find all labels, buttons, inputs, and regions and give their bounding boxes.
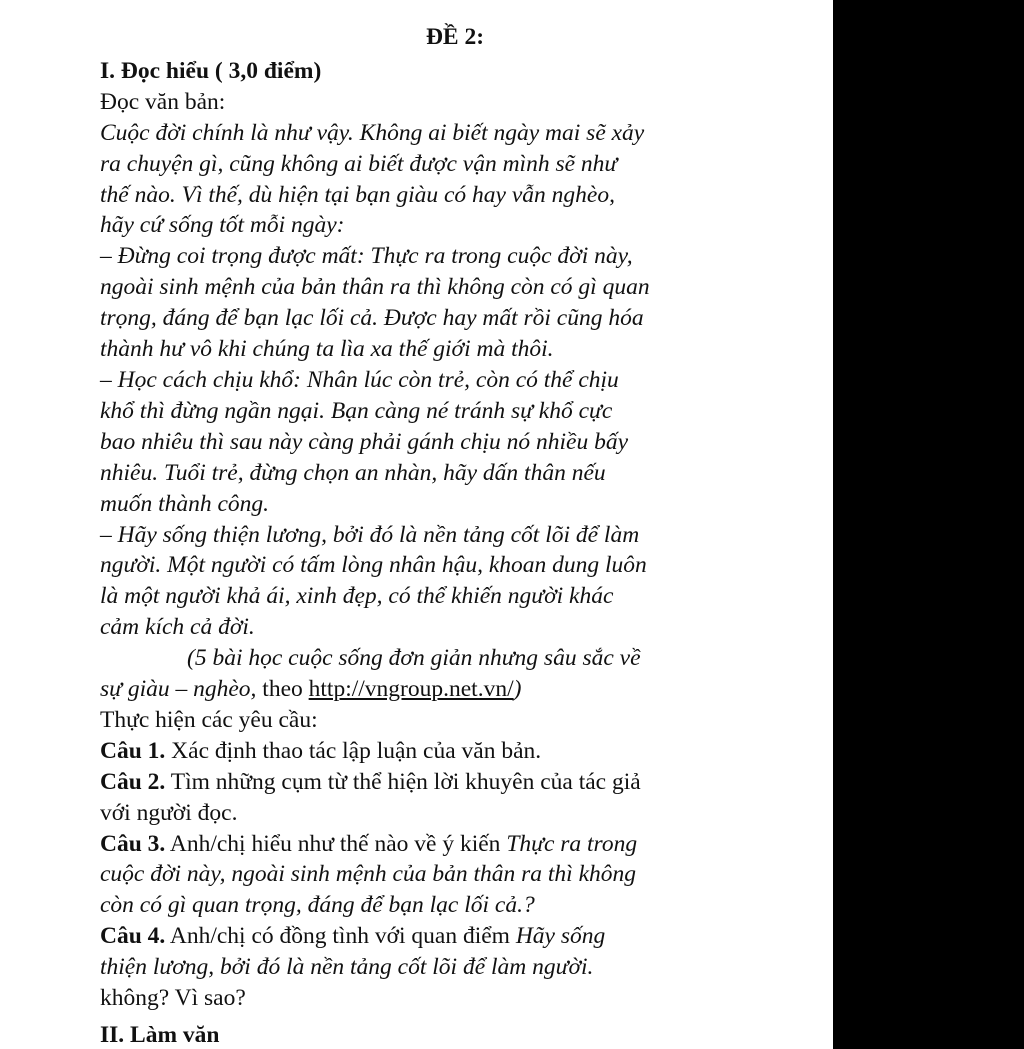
- passage-line: nhiêu. Tuổi trẻ, đừng chọn an nhàn, hãy dấn thân nếu: [100, 459, 606, 486]
- passage-line: Cuộc đời chính là như vậy. Không ai biết ngày mai sẽ xảy: [100, 119, 645, 146]
- question-quote: còn có gì quan trọng, đáng để bạn lạc lối cả.?: [100, 892, 535, 919]
- black-side-panel: [833, 0, 1024, 1049]
- source-theo: theo: [256, 676, 309, 703]
- source-title-end: sự giàu – nghèo,: [100, 676, 257, 703]
- question-text: Anh/chị hiểu như thế nào về ý kiến: [165, 830, 507, 857]
- passage-line: khổ thì đừng ngần ngại. Bạn càng né tránh sự khổ cực: [100, 397, 613, 424]
- passage-line: – Hãy sống thiện lương, bởi đó là nền tảng cốt lõi để làm: [100, 521, 640, 548]
- passage-line: cảm kích cả đời.: [100, 614, 255, 641]
- source-close: ): [513, 676, 522, 703]
- question-1: [100, 736, 800, 767]
- read-label: Đọc văn bản:: [100, 88, 226, 115]
- question-text: Tìm những cụm từ thể hiện lời khuyên của tác giả: [165, 768, 641, 795]
- passage-line: người. Một người có tấm lòng nhân hậu, khoan dung luôn: [100, 552, 647, 579]
- passage-line: ra chuyện gì, cũng không ai biết được vận mình sẽ như: [100, 150, 618, 177]
- passage: [100, 118, 800, 643]
- passage-line: ngoài sinh mệnh của bản thân ra thì không còn có gì quan: [100, 274, 650, 301]
- source-citation-line2: [100, 674, 800, 705]
- question-quote: thiện lương, bởi đó là nền tảng cốt lõi để làm người.: [100, 954, 594, 981]
- question-label: Câu 1.: [100, 737, 166, 764]
- passage-line: – Học cách chịu khổ: Nhân lúc còn trẻ, còn có thể chịu: [100, 366, 619, 393]
- passage-line: là một người khả ái, xinh đẹp, có thể khiến người khác: [100, 583, 614, 610]
- question-text: Anh/chị có đồng tình với quan điểm: [165, 923, 516, 950]
- passage-line: muốn thành công.: [100, 490, 270, 517]
- source-citation: (5 bài học cuộc sống đơn giản nhưng sâu sắc về: [187, 645, 641, 672]
- section1-heading: I. Đọc hiểu ( 3,0 điểm): [100, 57, 322, 84]
- passage-line: bao nhiêu thì sau này càng phải gánh chịu nó nhiều bấy: [100, 428, 629, 455]
- section2-heading: II. Làm văn: [100, 1022, 220, 1048]
- passage-line: trọng, đáng để bạn lạc lối cả. Được hay mất rồi cũng hóa: [100, 305, 644, 332]
- question-3: [100, 829, 800, 922]
- question-text: với người đọc.: [100, 799, 238, 826]
- question-quote: cuộc đời này, ngoài sinh mệnh của bản thân ra thì không: [100, 861, 637, 888]
- question-quote: Thực ra trong: [506, 830, 638, 857]
- exam-content: [100, 22, 800, 1049]
- passage-line: – Đừng coi trọng được mất: Thực ra trong cuộc đời này,: [100, 243, 633, 270]
- question-label: Câu 4.: [100, 923, 166, 950]
- question-2: [100, 767, 800, 829]
- question-quote: Hãy sống: [515, 923, 606, 950]
- question-4: [100, 921, 800, 1014]
- question-label: Câu 3.: [100, 830, 166, 857]
- passage-line: thành hư vô khi chúng ta lìa xa thế giới mà thôi.: [100, 336, 554, 363]
- passage-line: thế nào. Vì thế, dù hiện tại bạn giàu có hay vẫn nghèo,: [100, 181, 615, 208]
- question-text: không? Vì sao?: [100, 985, 246, 1012]
- source-url-link[interactable]: http://vngroup.net.vn/: [308, 676, 514, 703]
- exam-title: ĐỀ 2:: [425, 24, 485, 50]
- question-label: Câu 2.: [100, 768, 166, 795]
- tasks-label: Thực hiện các yêu cầu:: [100, 706, 318, 733]
- question-text: Xác định thao tác lập luận của văn bản.: [165, 737, 542, 764]
- passage-line: hãy cứ sống tốt mỗi ngày:: [100, 212, 345, 239]
